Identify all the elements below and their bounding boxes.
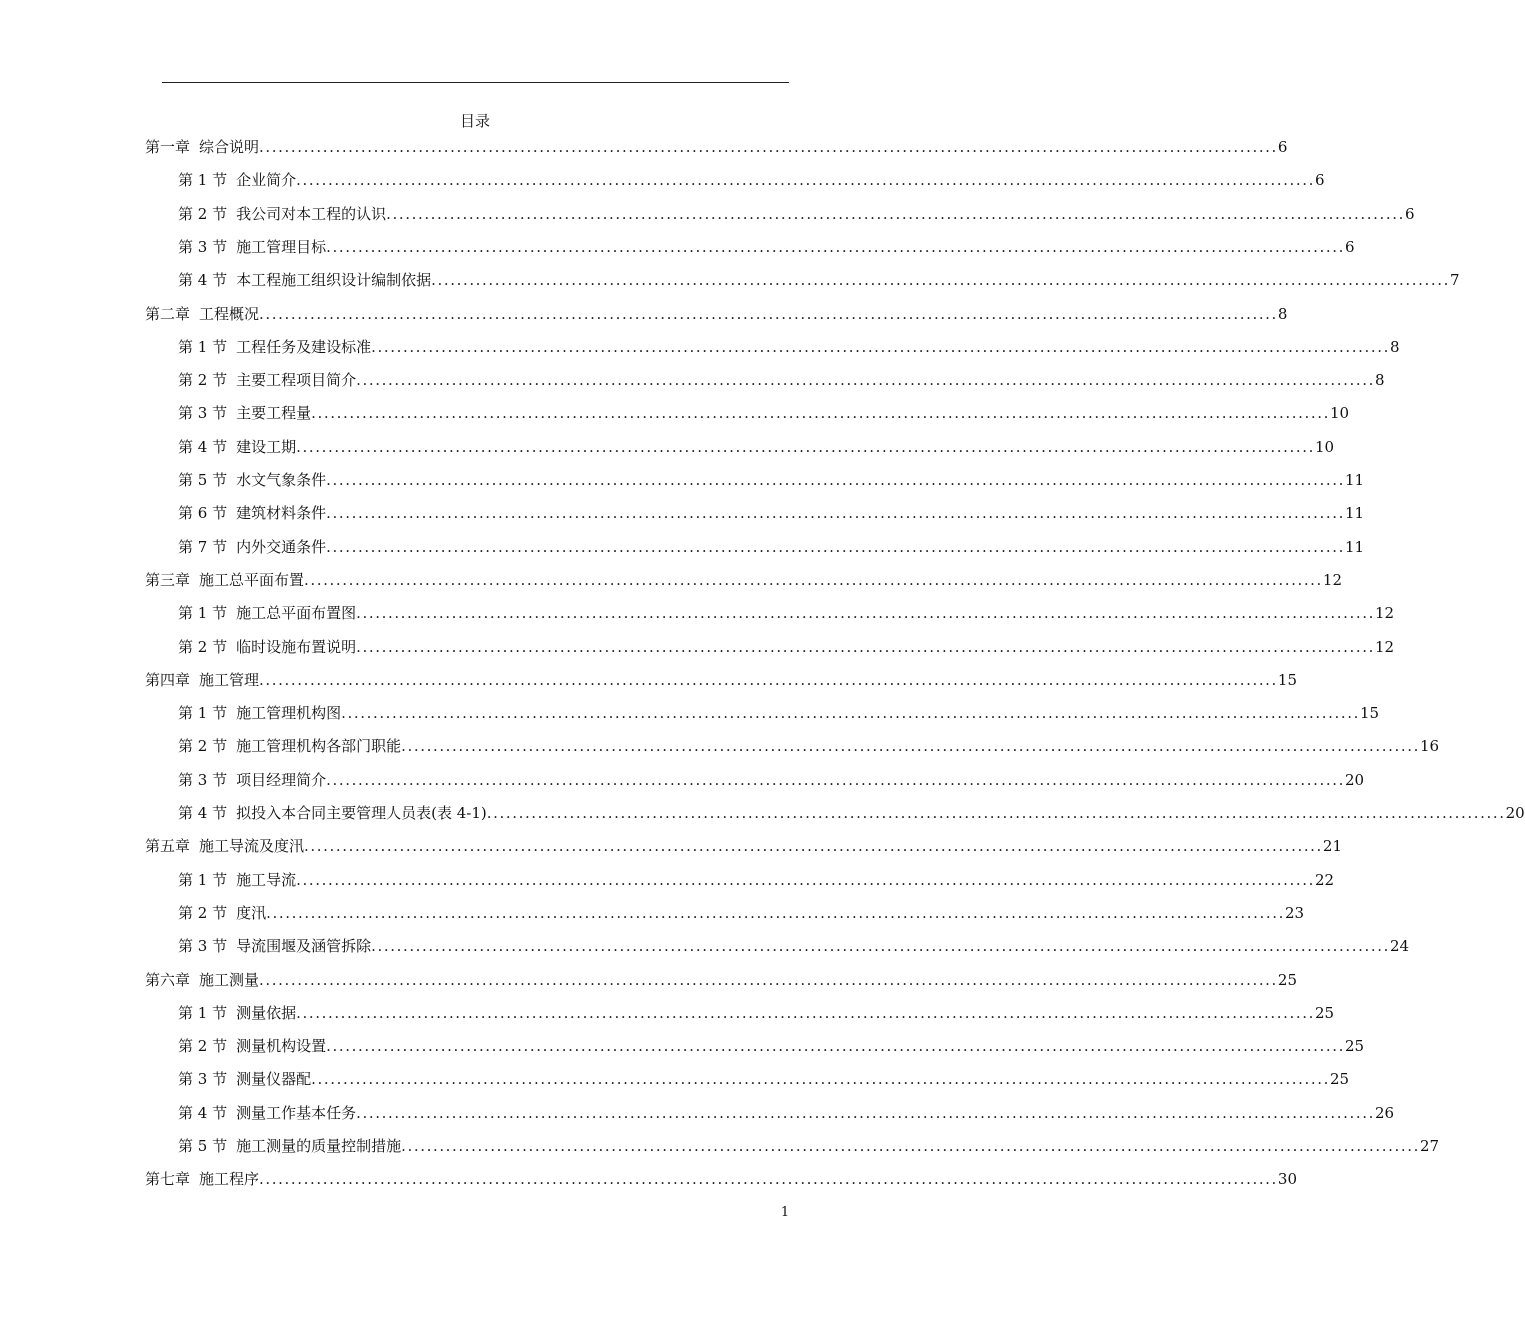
toc-entry-page: 8 xyxy=(1375,371,1385,390)
toc-dot-leader: ................................................................................................................................................................ xyxy=(296,437,1315,456)
toc-entry-page: 7 xyxy=(1450,271,1460,290)
toc-entry-number: 第 2 节 xyxy=(178,1037,228,1056)
toc-entry-label xyxy=(145,137,259,157)
toc-entry-chapter[interactable] xyxy=(145,304,1288,324)
toc-entry-label xyxy=(178,870,296,890)
toc-entry-label xyxy=(178,736,401,756)
toc-entry-section[interactable] xyxy=(178,170,1325,190)
toc-entry-label xyxy=(178,337,371,357)
toc-entry-label xyxy=(178,470,326,490)
toc-entry-page: 23 xyxy=(1285,903,1305,922)
toc-dot-leader: ................................................................................................................................................................ xyxy=(486,804,1506,822)
toc-entry-page: 6 xyxy=(1315,171,1325,190)
toc-entry-label xyxy=(178,703,341,723)
toc-entry-page: 8 xyxy=(1277,304,1288,323)
toc-entry-label xyxy=(178,237,326,257)
toc-dot-leader: ................................................................................................................................................................ xyxy=(401,1137,1420,1155)
toc-entry-page: 26 xyxy=(1375,1103,1395,1122)
toc-dot-leader: ................................................................................................................................................................ xyxy=(259,138,1278,156)
toc-dot-leader: ................................................................................................................................................................ xyxy=(341,704,1360,723)
toc-dot-leader: ................................................................................................................................................................ xyxy=(326,537,1345,556)
toc-entry-page: 27 xyxy=(1420,1137,1440,1155)
toc-entry-page: 25 xyxy=(1277,970,1298,989)
toc-entry-page: 10 xyxy=(1330,404,1350,423)
toc-entry-title: 水文气象条件 xyxy=(236,471,327,489)
toc-entry-section[interactable] xyxy=(178,1103,1395,1123)
toc-entry-number: 第 3 节 xyxy=(178,937,228,956)
toc-entry-title: 施工导流 xyxy=(236,870,297,889)
toc-dot-leader: ................................................................................................................................................................ xyxy=(311,404,1330,423)
toc-entry-label xyxy=(145,836,304,856)
toc-entry-number: 第二章 xyxy=(145,304,191,323)
toc-dot-leader: ................................................................................................................................................................ xyxy=(259,670,1278,689)
toc-entry-page: 20 xyxy=(1345,770,1365,789)
toc-entry-number: 第七章 xyxy=(145,1170,191,1189)
toc-entry-number: 第 3 节 xyxy=(178,404,228,423)
toc-entry-page: 6 xyxy=(1405,204,1415,223)
toc-entry-label xyxy=(145,570,304,590)
toc-entry-number: 第三章 xyxy=(145,570,191,589)
toc-entry-label xyxy=(178,1003,296,1023)
toc-entry-label xyxy=(178,936,371,956)
toc-entry-section[interactable] xyxy=(178,437,1335,457)
toc-dot-leader: ................................................................................................................................................................ xyxy=(311,1070,1330,1089)
toc-entry-chapter[interactable] xyxy=(145,137,1288,157)
toc-entry-section[interactable] xyxy=(178,1136,1440,1156)
toc-entry-title: 内外交通条件 xyxy=(236,537,327,556)
toc-entry-section[interactable] xyxy=(178,1003,1335,1023)
toc-entry-label xyxy=(178,503,326,523)
toc-entry-title: 施工管理目标 xyxy=(236,237,327,256)
toc-entry-page: 12 xyxy=(1375,604,1395,623)
toc-entry-title: 施工导流及度汛 xyxy=(199,837,305,856)
toc-dot-leader: ................................................................................................................................................................ xyxy=(266,903,1285,922)
toc-dot-leader: ................................................................................................................................................................ xyxy=(356,604,1375,623)
toc-entry-page: 11 xyxy=(1345,537,1365,556)
toc-entry-title: 本工程施工组织设计编制依据 xyxy=(236,271,432,290)
toc-entry-number: 第一章 xyxy=(145,138,191,156)
toc-entry-label xyxy=(178,603,356,623)
toc-entry-title: 度汛 xyxy=(236,903,267,922)
toc-entry-number: 第 3 节 xyxy=(178,1070,228,1089)
toc-entry-section[interactable] xyxy=(178,1036,1365,1056)
toc-entry-title: 施工测量的质量控制措施 xyxy=(236,1137,402,1155)
toc-entry-title: 工程概况 xyxy=(199,304,260,323)
toc-entry-page: 6 xyxy=(1277,138,1288,156)
header-rule xyxy=(162,82,789,83)
toc-dot-leader: ................................................................................................................................................................ xyxy=(326,504,1345,523)
toc-dot-leader: ................................................................................................................................................................ xyxy=(371,337,1390,356)
toc-entry-label xyxy=(145,304,259,324)
toc-entry-page: 22 xyxy=(1315,870,1335,889)
toc-entry-title: 主要工程量 xyxy=(236,404,312,423)
toc-entry-page: 6 xyxy=(1345,237,1355,256)
toc-entry-section[interactable] xyxy=(178,370,1385,390)
toc-entry-title: 我公司对本工程的认识 xyxy=(236,204,387,223)
toc-entry-section[interactable] xyxy=(178,936,1410,956)
toc-dot-leader: ................................................................................................................................................................ xyxy=(296,870,1315,889)
toc-entry-label xyxy=(145,670,259,690)
toc-dot-leader: ................................................................................................................................................................ xyxy=(386,204,1405,223)
toc-entry-number: 第四章 xyxy=(145,670,191,689)
toc-entry-page: 11 xyxy=(1345,504,1365,523)
toc-dot-leader: ................................................................................................................................................................ xyxy=(304,570,1323,589)
toc-entry-label xyxy=(178,903,266,923)
toc-entry-number: 第 2 节 xyxy=(178,204,228,223)
toc-entry-title: 临时设施布置说明 xyxy=(236,637,357,656)
toc-entry-section[interactable] xyxy=(178,903,1305,923)
toc-entry-page: 25 xyxy=(1315,1003,1335,1022)
toc-entry-page: 20 xyxy=(1505,804,1525,822)
toc-entry-title: 测量仪器配 xyxy=(236,1070,312,1089)
toc-entry-number: 第 3 节 xyxy=(178,770,228,789)
toc-entry-number: 第 3 节 xyxy=(178,237,228,256)
toc-entry-label xyxy=(178,1136,401,1156)
toc-entry-number: 第六章 xyxy=(145,970,191,989)
toc-dot-leader: ................................................................................................................................................................ xyxy=(356,1103,1375,1122)
toc-entry-page: 12 xyxy=(1375,637,1395,656)
toc-entry-title: 项目经理简介 xyxy=(236,770,327,789)
toc-dot-leader: ................................................................................................................................................................ xyxy=(326,237,1345,256)
toc-entry-page: 11 xyxy=(1345,471,1365,489)
toc-dot-leader: ................................................................................................................................................................ xyxy=(326,1037,1345,1056)
toc-entry-label xyxy=(178,770,326,790)
toc-entry-page: 15 xyxy=(1277,670,1298,689)
toc-entry-label xyxy=(178,204,386,224)
toc-entry-chapter[interactable] xyxy=(145,1169,1298,1189)
toc-entry-page: 30 xyxy=(1277,1170,1298,1189)
toc-dot-leader: ................................................................................................................................................................ xyxy=(304,837,1323,856)
toc-entry-title: 施工程序 xyxy=(199,1170,260,1189)
page-number: 1 xyxy=(780,1205,790,1220)
toc-entry-title: 施工总平面布置图 xyxy=(236,604,357,623)
toc-entry-section[interactable] xyxy=(178,537,1365,557)
toc-entry-number: 第 2 节 xyxy=(178,903,228,922)
toc-entry-label xyxy=(145,1169,259,1189)
toc-entry-section[interactable] xyxy=(178,770,1365,790)
toc-entry-section[interactable] xyxy=(178,637,1395,657)
toc-entry-section[interactable] xyxy=(178,503,1365,523)
toc-entry-number: 第五章 xyxy=(145,837,191,856)
toc-entry-page: 25 xyxy=(1345,1037,1365,1056)
toc-entry-number: 第 1 节 xyxy=(178,337,228,356)
toc-entry-page: 25 xyxy=(1330,1070,1350,1089)
toc-entry-label xyxy=(178,1036,326,1056)
toc-dot-leader: ................................................................................................................................................................ xyxy=(371,937,1390,956)
toc-entry-page: 16 xyxy=(1420,737,1440,756)
toc-entry-section[interactable] xyxy=(178,1069,1350,1089)
toc-entry-label xyxy=(178,437,296,457)
toc-entry-number: 第 2 节 xyxy=(178,637,228,656)
toc-entry-title: 主要工程项目简介 xyxy=(236,371,357,390)
toc-entry-section[interactable] xyxy=(178,204,1415,224)
toc-dot-leader: ................................................................................................................................................................ xyxy=(296,171,1315,190)
toc-entry-title: 施工管理机构图 xyxy=(236,704,342,723)
toc-entry-page: 10 xyxy=(1315,437,1335,456)
toc-entry-page: 12 xyxy=(1322,570,1343,589)
toc-dot-leader: ................................................................................................................................................................ xyxy=(326,471,1345,489)
toc-dot-leader: ................................................................................................................................................................ xyxy=(431,271,1450,290)
toc-entry-chapter[interactable] xyxy=(145,570,1343,590)
toc-entry-title: 施工测量 xyxy=(199,970,260,989)
toc-entry-number: 第 4 节 xyxy=(178,804,228,822)
toc-entry-section[interactable] xyxy=(178,703,1380,723)
toc-dot-leader: ................................................................................................................................................................ xyxy=(401,737,1420,756)
toc-entry-label xyxy=(178,170,296,190)
toc-entry-title: 导流围堰及涵管拆除 xyxy=(236,937,372,956)
toc-entry-chapter[interactable] xyxy=(145,670,1298,690)
toc-entry-number: 第 5 节 xyxy=(178,1137,228,1155)
toc-entry-title: 建设工期 xyxy=(236,437,297,456)
toc-entry-section[interactable] xyxy=(178,470,1365,490)
toc-entry-title: 测量机构设置 xyxy=(236,1037,327,1056)
toc-entry-title: 建筑材料条件 xyxy=(236,504,327,523)
toc-entry-title: 工程任务及建设标准 xyxy=(236,337,372,356)
toc-entry-section[interactable] xyxy=(178,803,1525,823)
toc-entry-title: 综合说明 xyxy=(199,138,260,156)
toc-entry-title: 施工管理 xyxy=(199,670,260,689)
toc-entry-section[interactable] xyxy=(178,870,1335,890)
toc-entry-page: 24 xyxy=(1390,937,1410,956)
toc-entry-title: 企业简介 xyxy=(236,171,297,190)
toc-entry-label xyxy=(178,1103,356,1123)
toc-entry-label xyxy=(178,637,356,657)
toc-entry-number: 第 7 节 xyxy=(178,537,228,556)
toc-dot-leader: ................................................................................................................................................................ xyxy=(259,1170,1278,1189)
toc-entry-number: 第 1 节 xyxy=(178,604,228,623)
toc-entry-label xyxy=(178,537,326,557)
toc-dot-leader: ................................................................................................................................................................ xyxy=(356,371,1375,390)
toc-dot-leader: ................................................................................................................................................................ xyxy=(326,770,1345,789)
toc-title: 目录 xyxy=(459,112,490,130)
toc-entry-label xyxy=(178,1069,311,1089)
toc-entry-number: 第 2 节 xyxy=(178,371,228,390)
toc-dot-leader: ................................................................................................................................................................ xyxy=(259,970,1278,989)
toc-entry-number: 第 4 节 xyxy=(178,271,228,290)
toc-entry-section[interactable] xyxy=(178,603,1395,623)
toc-dot-leader: ................................................................................................................................................................ xyxy=(356,637,1375,656)
toc-entry-number: 第 6 节 xyxy=(178,504,228,523)
toc-entry-title: 测量依据 xyxy=(236,1003,297,1022)
toc-entry-section[interactable] xyxy=(178,403,1350,423)
toc-entry-title: 测量工作基本任务 xyxy=(236,1103,357,1122)
toc-entry-title: 施工总平面布置 xyxy=(199,570,305,589)
toc-entry-section[interactable] xyxy=(178,237,1355,257)
toc-entry-number: 第 1 节 xyxy=(178,704,228,723)
toc-entry-label xyxy=(145,970,259,990)
toc-entry-chapter[interactable] xyxy=(145,836,1343,856)
toc-entry-chapter[interactable] xyxy=(145,970,1298,990)
toc-entry-section[interactable] xyxy=(178,337,1400,357)
toc-entry-number: 第 4 节 xyxy=(178,437,228,456)
toc-entry-number: 第 1 节 xyxy=(178,1003,228,1022)
toc-dot-leader: ................................................................................................................................................................ xyxy=(296,1003,1315,1022)
toc-entry-section[interactable] xyxy=(178,736,1440,756)
toc-entry-label xyxy=(178,803,487,823)
toc-entry-number: 第 4 节 xyxy=(178,1103,228,1122)
toc-entry-label xyxy=(178,403,311,423)
toc-entry-number: 第 1 节 xyxy=(178,171,228,190)
toc-entry-section[interactable] xyxy=(178,270,1460,290)
toc-entry-label xyxy=(178,370,356,390)
toc-entry-page: 21 xyxy=(1322,837,1343,856)
toc-entry-label xyxy=(178,270,431,290)
toc-entry-page: 8 xyxy=(1390,337,1400,356)
toc-entry-number: 第 5 节 xyxy=(178,471,228,489)
toc-entry-title: 施工管理机构各部门职能 xyxy=(236,737,402,756)
toc-entry-number: 第 1 节 xyxy=(178,870,228,889)
toc-entry-page: 15 xyxy=(1360,704,1380,723)
toc-entry-number: 第 2 节 xyxy=(178,737,228,756)
toc-dot-leader: ................................................................................................................................................................ xyxy=(259,304,1278,323)
toc-entry-title: 拟投入本合同主要管理人员表(表 4-1) xyxy=(236,804,487,822)
